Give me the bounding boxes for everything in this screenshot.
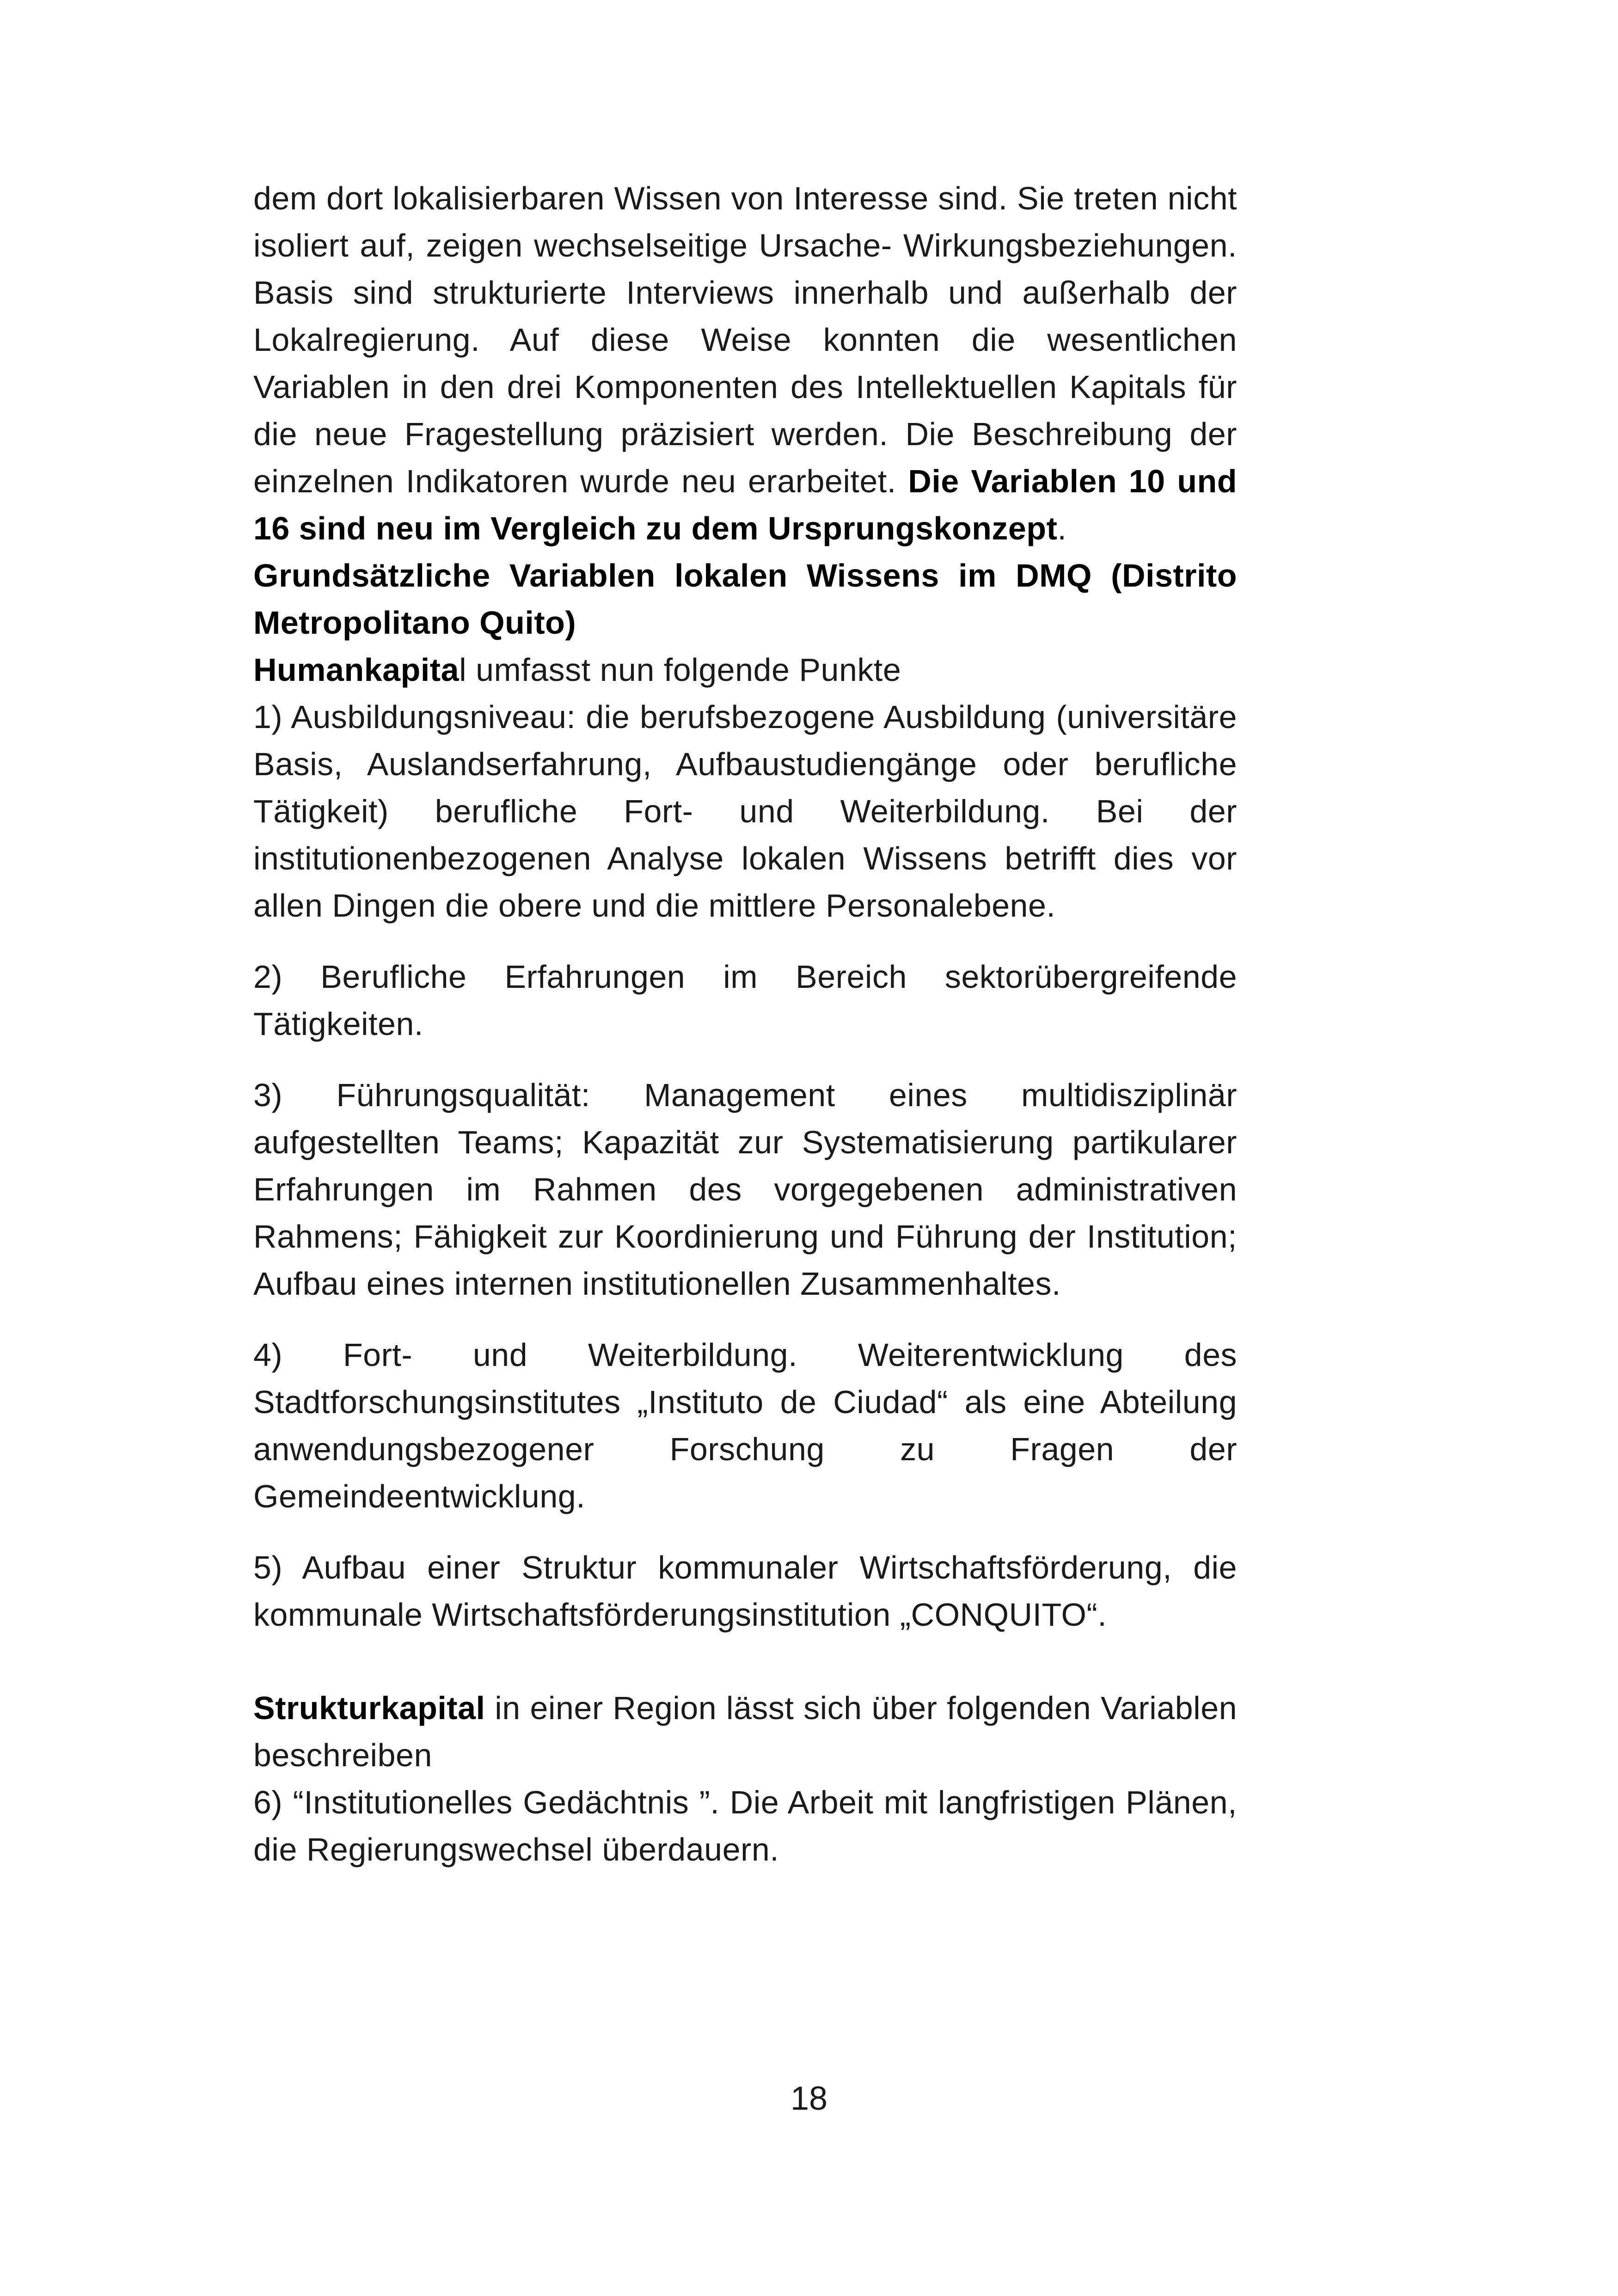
page-number: 18: [790, 2080, 828, 2117]
intro-paragraph: [253, 175, 1237, 552]
list-item-5: 5) Aufbau einer Struktur kommunaler Wirtschaftsförderung, die kommunale Wirtschaftsförderungsinstitution „CONQUITO“.: [253, 1549, 1237, 1633]
list-item-3: 3) Führungsqualität: Management eines multidisziplinär aufgestellten Teams; Kapazität zur Systematisierung partikularer Erfahrungen im Rahmen des vorgegebenen administrativen Rahmens; Fähigkeit zur Koordinierung und Führung der Institution; Aufbau eines internen institutionellen Zusammenhaltes.: [253, 1077, 1237, 1302]
strukturkapital-label: Strukturkapital: [253, 1690, 485, 1726]
text-column: [253, 175, 1237, 1873]
humankapital-label: Humankapita: [253, 652, 460, 688]
humankapital-label-rest: l umfasst nun folgende Punkte: [459, 652, 901, 688]
intro-bold-text: Die Variablen 10 und 16 sind neu im Vergleich zu dem Ursprungskonzept: [253, 463, 1238, 546]
intro-text: dem dort lokalisierbaren Wissen von Interesse sind. Sie treten nicht isoliert auf, zeigen wechselseitige Ursache- Wirkungsbeziehungen. Basis sind strukturierte Interviews innerhalb und außerhalb der Lokalregierung. Auf diese Weise konnten die wesentlichen Variablen in den drei Komponenten des Intellektuellen Kapitals für die neue Fragestellung präzisiert werden. Die Beschreibung der einzelnen Indikatoren wurde neu erarbeitet.: [253, 180, 1237, 499]
strukturkapital-intro: [253, 1684, 1237, 1779]
humankapital-intro: [253, 646, 1237, 693]
list-item-4: 4) Fort- und Weiterbildung. Weiterentwicklung des Stadtforschungsinstitutes „Instituto de Ciudad“ als eine Abteilung anwendungsbezogener Forschung zu Fragen der Gemeindeentwicklung.: [253, 1337, 1237, 1514]
list-item-1: 1) Ausbildungsniveau: die berufsbezogene Ausbildung (universitäre Basis, Auslandserfahrung, Aufbaustudiengänge oder berufliche Tätigkeit) berufliche Fort- und Weiterbildung. Bei der institutionenbezogenen Analyse lokalen Wissens betrifft dies vor allen Dingen die obere und die mittlere Personalebene.: [253, 699, 1237, 924]
strukturkapital-label-rest: in einer Region lässt sich über folgenden Variablen beschreiben: [253, 1690, 1237, 1773]
section-heading: Grundsätzliche Variablen lokalen Wissens im DMQ (Distrito Metropolitano Quito): [253, 557, 1237, 641]
list-item-6: 6) “Institutionelles Gedächtnis ”. Die Arbeit mit langfristigen Plänen, die Regierungswechsel überdauern.: [253, 1784, 1237, 1867]
intro-end: .: [1057, 510, 1067, 546]
list-item-2: 2) Berufliche Erfahrungen im Bereich sektorübergreifende Tätigkeiten.: [253, 959, 1237, 1042]
